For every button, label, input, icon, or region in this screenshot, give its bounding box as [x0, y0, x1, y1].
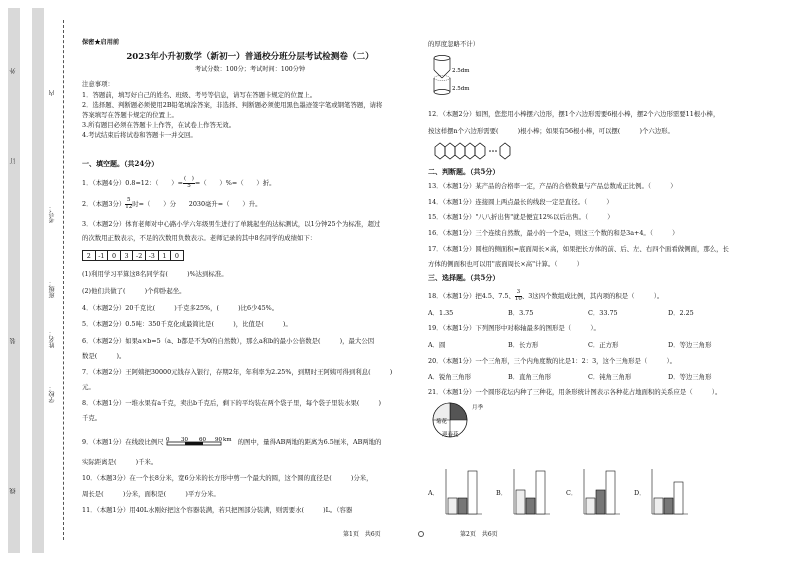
scale-bar	[164, 436, 238, 448]
question-14: 14．（本题1分）连接圆上两点最长的线段一定是直径。（ ）	[428, 198, 613, 206]
page-number-left: 第1页 共6页	[343, 531, 381, 538]
question-3-part2: (2)他们共做了( )个仰卧起坐。	[82, 287, 186, 295]
option-d: D．	[634, 489, 646, 497]
table-cell: -1	[95, 250, 109, 261]
dimension-top: 2.5dm	[452, 68, 470, 74]
note-1: 1．答题前，填写好自己的姓名、班级、考号等信息，请写在答题卡规定的位置上。	[82, 91, 317, 99]
question-2: 2．（本题3分） $\frac{5}{12}$ 时=（ ）分 2030毫升=（ ）升。	[82, 197, 262, 210]
pie-label: 菊花	[436, 419, 448, 425]
option-b: B．直角三角形	[508, 373, 552, 381]
question-12-cont: 按这样摆n个六边形需要( )根小棒；如果有56根小棒，可以摆( )个六边形。	[428, 127, 674, 135]
question-5: 5．（本题2分）0.5吨：350千克化成最简比是( )，比值是( )。	[82, 320, 292, 328]
cut-line	[63, 20, 64, 540]
option-a: A．锐角三角形	[428, 373, 471, 381]
question-17-cont: 方体的侧面积也可以用"底面周长×高"计算。（ ）	[428, 260, 584, 268]
option-b: B．长方形	[508, 341, 539, 349]
question-3: 3．（本题2分）体育老师对中心路小学六年级男生进行了单跳起坐的达标测试，以1分钟25个为标准，超过	[82, 220, 381, 228]
bar-option-b	[512, 468, 552, 516]
question-17: 17．（本题1分）圆柱的侧面积=底面周长×高，如果把长方体的前、后、左、右四个面看做侧面，那么，长	[428, 245, 729, 253]
question-9-cont: 实际距离是( )千米。	[82, 458, 158, 466]
section-choice: 三、选择题。（共5分）	[428, 273, 500, 282]
option-a: A．	[428, 489, 440, 497]
question-16: 16．（本题1分）三个连续自然数，最小的一个是a，则这三个数的和是3a+4。（ ）	[428, 229, 679, 237]
option-b: B．	[496, 489, 508, 497]
question-18: 18．（本题1分）把4.5、7.5、 $\frac{3}{10}$ 、3这四个数组成比例，其内项的积是（ ）。	[428, 289, 664, 302]
question-12: 12．（本题2分）如图，您您用小棒摆六边形，摆1个六边形需要6根小棒，摆2个六边形需要11根小棒，	[428, 110, 720, 118]
container-figure	[428, 52, 488, 98]
scale-unit: km	[222, 437, 232, 443]
binding-label-pack: 装	[10, 338, 17, 344]
table-cell: 0	[107, 250, 121, 261]
option-a: A．1.35	[428, 309, 454, 317]
question-3-cont: 的次数用正数表示，不足的次数用负数表示。老师记录的其中8名同学的成绩如下：	[82, 234, 317, 242]
scale-tick: 60	[198, 437, 206, 443]
fraction: $\frac{3}{10}$	[514, 289, 522, 302]
question-11-cont: 的厚度忽略不计）	[428, 40, 480, 48]
section-fill-blank: 一、填空题。（共24分）	[82, 159, 159, 168]
note-3: 3.所有题目必须在答题卡上作答，在试卷上作答无效。	[82, 121, 236, 129]
class-label: 班级：	[49, 280, 56, 298]
fraction: $\frac{5}{12}$	[125, 197, 133, 210]
bar-option-a	[444, 468, 484, 516]
note-4: 4.考试结束后将试卷和答题卡一并交回。	[82, 131, 197, 139]
question-10: 10．（本题3分）在一个长8分米，宽6分米的长方形中剪一个最大的圆，这个圆的直径是( )分米，	[82, 474, 373, 482]
note-2: 2．选择题、判断题必须使用2B铅笔填涂答案，非选择、判断题必须使用黑色墨迹签字笔或钢笔答题，请将	[82, 101, 383, 109]
scale-tick: 0	[165, 437, 170, 443]
question-19: 19．（本题1分）下列图形中对称轴最多的图形是（ ）。	[428, 324, 600, 332]
bar-option-c	[582, 468, 622, 516]
pie-label: 迎春花	[442, 432, 459, 438]
page-title: 2023年小升初数学（新初一）普通校分班分层考试检测卷（二）	[126, 52, 374, 62]
table-cell: -2	[132, 250, 146, 261]
bar-option-d	[650, 468, 690, 516]
question-7-cont: 元。	[82, 383, 95, 391]
question-4: 4．（本题2分）20千克比( )千克多25%，( )比6少45%。	[82, 304, 279, 312]
question-20: 20．（本题1分）一个三角形，三个内角度数的比是1：2：3，这个三角形是（ ）。	[428, 357, 677, 365]
question-11: 11．（本题1分）用40L水刚好把这个容器装满，若只把图部分装满，则需要水( )L。（容器	[82, 506, 353, 514]
dimension-bottom: 2.5dm	[452, 86, 470, 92]
hexagon-figure	[430, 141, 520, 163]
option-d: D．等边三角形	[668, 373, 712, 381]
question-9: 9．（本题1分）在线段比例尺 0 30 60 90 km 的图中，量得AB两地的距离为6.5厘米，AB两地的	[82, 437, 382, 446]
question-6-cont: 数是( )。	[82, 352, 126, 360]
scale-tick: 90	[214, 437, 222, 443]
question-8: 8．（本题1分）一堆水果有a千克，卖出b千克后，剩下的平均装在两个袋子里，每个袋子里装水果( )	[82, 399, 382, 407]
option-d: D．等边三角形	[668, 341, 712, 349]
binding-strip	[8, 8, 44, 553]
fraction: $\frac{( )}{5}$	[184, 176, 194, 189]
note-2b: 答案填写在答题卡规定的位置上。	[82, 111, 178, 119]
question-3-part1: (1)利用学习平算这8名同学有( )%达到标准。	[82, 270, 228, 278]
binding-hole	[418, 531, 424, 537]
binding-label-inner: 内	[49, 90, 56, 96]
question-6: 6．（本题2分）如果a×b=5（a、b都是不为0的自然数），那么a和b的最小公倍数是( )，最大公因	[82, 337, 375, 345]
option-c: C．	[566, 489, 578, 497]
question-21: 21．（本题1分）一个圆形花坛内种了三种花，用条形统计图表示各种花占地面积的关系应是（ ）。	[428, 388, 722, 396]
score-table	[82, 250, 183, 261]
question-1: 1．（本题4分）0.8=12：（ ）= $\frac{( )}{5}$ =（ ）%=（ ）折。	[82, 176, 276, 189]
option-b: B．3.75	[508, 309, 534, 317]
table-cell: 3	[120, 250, 134, 261]
binding-label-bind: 订	[10, 158, 17, 164]
binding-label-line: 线	[10, 488, 17, 494]
table-cell: 0	[170, 250, 184, 261]
scale-tick: 30	[180, 437, 188, 443]
section-true-false: 二、判断题。（共5分）	[428, 167, 500, 176]
option-c: C．钝角三角形	[588, 373, 632, 381]
school-label: 学校：	[49, 385, 56, 403]
option-c: C．正方形	[588, 341, 619, 349]
option-c: C．33.75	[588, 309, 618, 317]
exam-info: 考试分数：100分；考试时间：100分钟	[194, 66, 306, 73]
page-number-right: 第2页 共6页	[460, 531, 498, 538]
pie-chart	[428, 400, 498, 442]
option-a: A．圆	[428, 341, 446, 349]
exam-id-label: 考号：	[49, 205, 56, 223]
pie-label: 月季	[472, 405, 484, 411]
question-15: 15．（本题1分）"八八折出售"就是便宜12%以后出售。（ ）	[428, 213, 614, 221]
option-d: D．2.25	[668, 309, 694, 317]
confidential-mark: 保密★启用前	[82, 39, 120, 46]
name-label: 姓名：	[49, 330, 56, 348]
question-13: 13．（本题1分）某产品的合格率一定，产品的合格数量与产品总数成正比例。（ ）	[428, 182, 677, 190]
binding-fill-area	[20, 8, 32, 553]
table-cell: 1	[158, 250, 172, 261]
question-10-cont: 周长是( )分米，面积是( )平方分米。	[82, 490, 220, 498]
notes-heading: 注意事项：	[82, 80, 114, 88]
question-7: 7．（本题2分）王阿姨把30000元钱存入银行，存期2年，年利率为2.25%，到期时王阿姨可得到利息( )	[82, 368, 393, 376]
binding-label-outer: 外	[10, 68, 17, 74]
table-cell: 2	[82, 250, 96, 261]
question-8-cont: 千克。	[82, 414, 102, 422]
table-cell: -3	[145, 250, 159, 261]
